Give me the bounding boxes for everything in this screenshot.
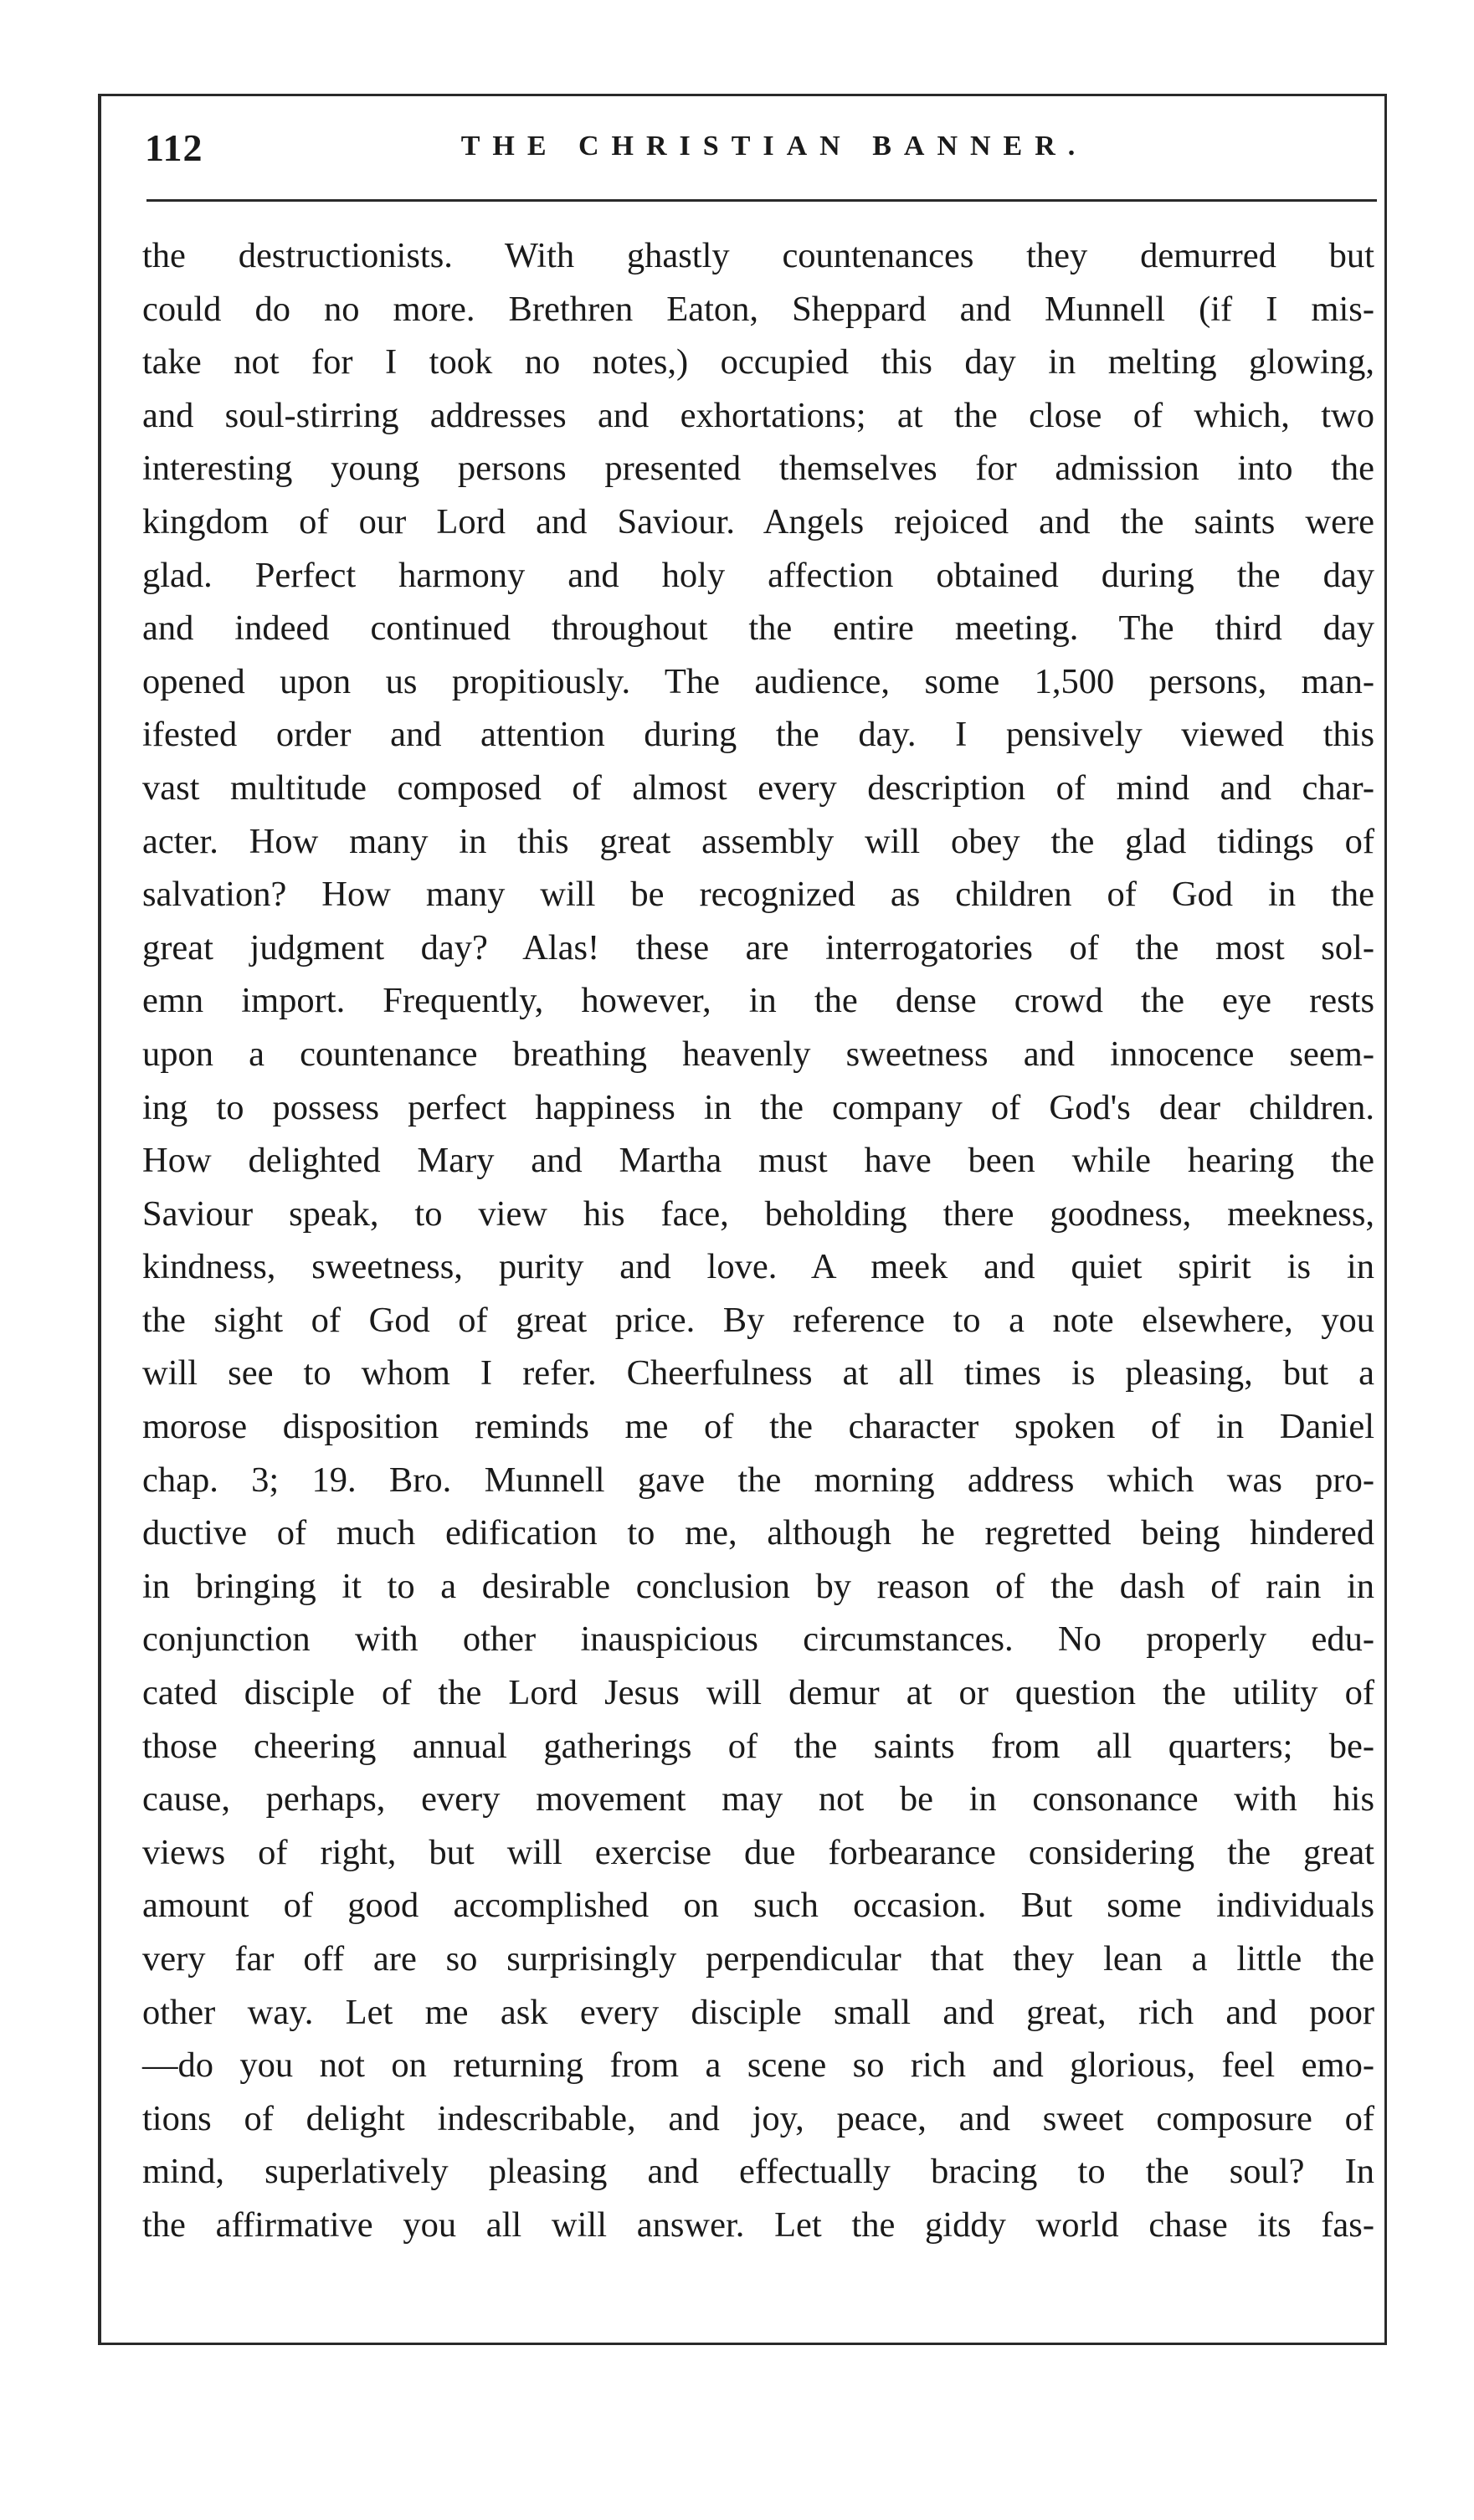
text-line: those cheering annual gatherings of the saints from all quarters; be- xyxy=(142,1726,1374,1766)
text-line: kindness, sweetness, purity and love. A meek and quiet spirit is in xyxy=(142,1247,1374,1287)
text-line: and indeed continued throughout the entire meeting. The third day xyxy=(142,608,1374,649)
text-line: Saviour speak, to view his face, beholding there goodness, meekness, xyxy=(142,1193,1374,1234)
text-line: conjunction with other inauspicious circumstances. No properly edu- xyxy=(142,1619,1374,1660)
text-line: will see to whom I refer. Cheerfulness at all times is pleasing, but a xyxy=(142,1353,1374,1393)
text-line: cated disciple of the Lord Jesus will demur at or question the utility of xyxy=(142,1673,1374,1713)
text-line: the destructionists. With ghastly countenances they demurred but xyxy=(142,236,1374,275)
page-number: 112 xyxy=(145,126,203,169)
text-line: tions of delight indescribable, and joy, peace, and sweet composure of xyxy=(142,2098,1374,2138)
text-line: chap. 3; 19. Bro. Munnell gave the morning address which was pro- xyxy=(142,1460,1374,1500)
text-line: opened upon us propitiously. The audience, some 1,500 persons, man- xyxy=(142,661,1374,701)
header-rule xyxy=(146,199,1377,202)
text-line: cause, perhaps, every movement may not be in consonance with his xyxy=(142,1779,1374,1819)
text-line: the sight of God of great price. By reference to a note elsewhere, you xyxy=(142,1300,1374,1340)
text-line: in bringing it to a desirable conclusion by reason of the dash of rain in xyxy=(142,1566,1374,1606)
text-line: acter. How many in this great assembly will obey the glad tidings of xyxy=(142,821,1374,861)
text-line: ing to possess perfect happiness in the company of God's dear children. xyxy=(142,1087,1374,1127)
body-text xyxy=(142,229,1374,2252)
text-line: great judgment day? Alas! these are interrogatories of the most sol- xyxy=(142,927,1374,967)
text-line: could do no more. Brethren Eaton, Sheppard and Munnell (if I mis- xyxy=(142,289,1374,329)
text-line: upon a countenance breathing heavenly sweetness and innocence seem- xyxy=(142,1034,1374,1074)
text-line: views of right, but will exercise due forbearance considering the great xyxy=(142,1832,1374,1872)
text-line: amount of good accomplished on such occasion. But some individuals xyxy=(142,1886,1374,1926)
text-line: vast multitude composed of almost every description of mind and char- xyxy=(142,767,1374,808)
text-line: glad. Perfect harmony and holy affection obtained during the day xyxy=(142,555,1374,595)
page-header xyxy=(138,126,1377,176)
text-line: and soul-stirring addresses and exhortations; at the close of which, two xyxy=(142,395,1374,435)
text-line: ifested order and attention during the day. I pensively viewed this xyxy=(142,715,1374,755)
text-line: —do you not on returning from a scene so rich and glorious, feel emo- xyxy=(142,2045,1374,2086)
text-line: kingdom of our Lord and Saviour. Angels rejoiced and the saints were xyxy=(142,501,1374,541)
text-line: very far off are so surprisingly perpendicular that they lean a little the xyxy=(142,1939,1374,1979)
running-title: THE CHRISTIAN BANNER. xyxy=(460,131,1088,162)
text-line: emn import. Frequently, however, in the dense crowd the eye rests xyxy=(142,981,1374,1021)
text-line: mind, superlatively pleasing and effectually bracing to the soul? In xyxy=(142,2152,1374,2192)
text-line: interesting young persons presented themselves for admission into the xyxy=(142,449,1374,489)
text-line: ductive of much edification to me, although he regretted being hindered xyxy=(142,1513,1374,1553)
text-line: salvation? How many will be recognized as children of God in the xyxy=(142,875,1374,915)
text-line: How delighted Mary and Martha must have been while hearing the xyxy=(142,1141,1374,1181)
text-line: the affirmative you all will answer. Let the giddy world chase its fas- xyxy=(142,2204,1374,2245)
text-line: morose disposition reminds me of the character spoken of in Daniel xyxy=(142,1407,1374,1447)
text-line: take not for I took no notes,) occupied this day in melting glowing, xyxy=(142,342,1374,382)
text-line: other way. Let me ask every disciple small and great, rich and poor xyxy=(142,1992,1374,2032)
